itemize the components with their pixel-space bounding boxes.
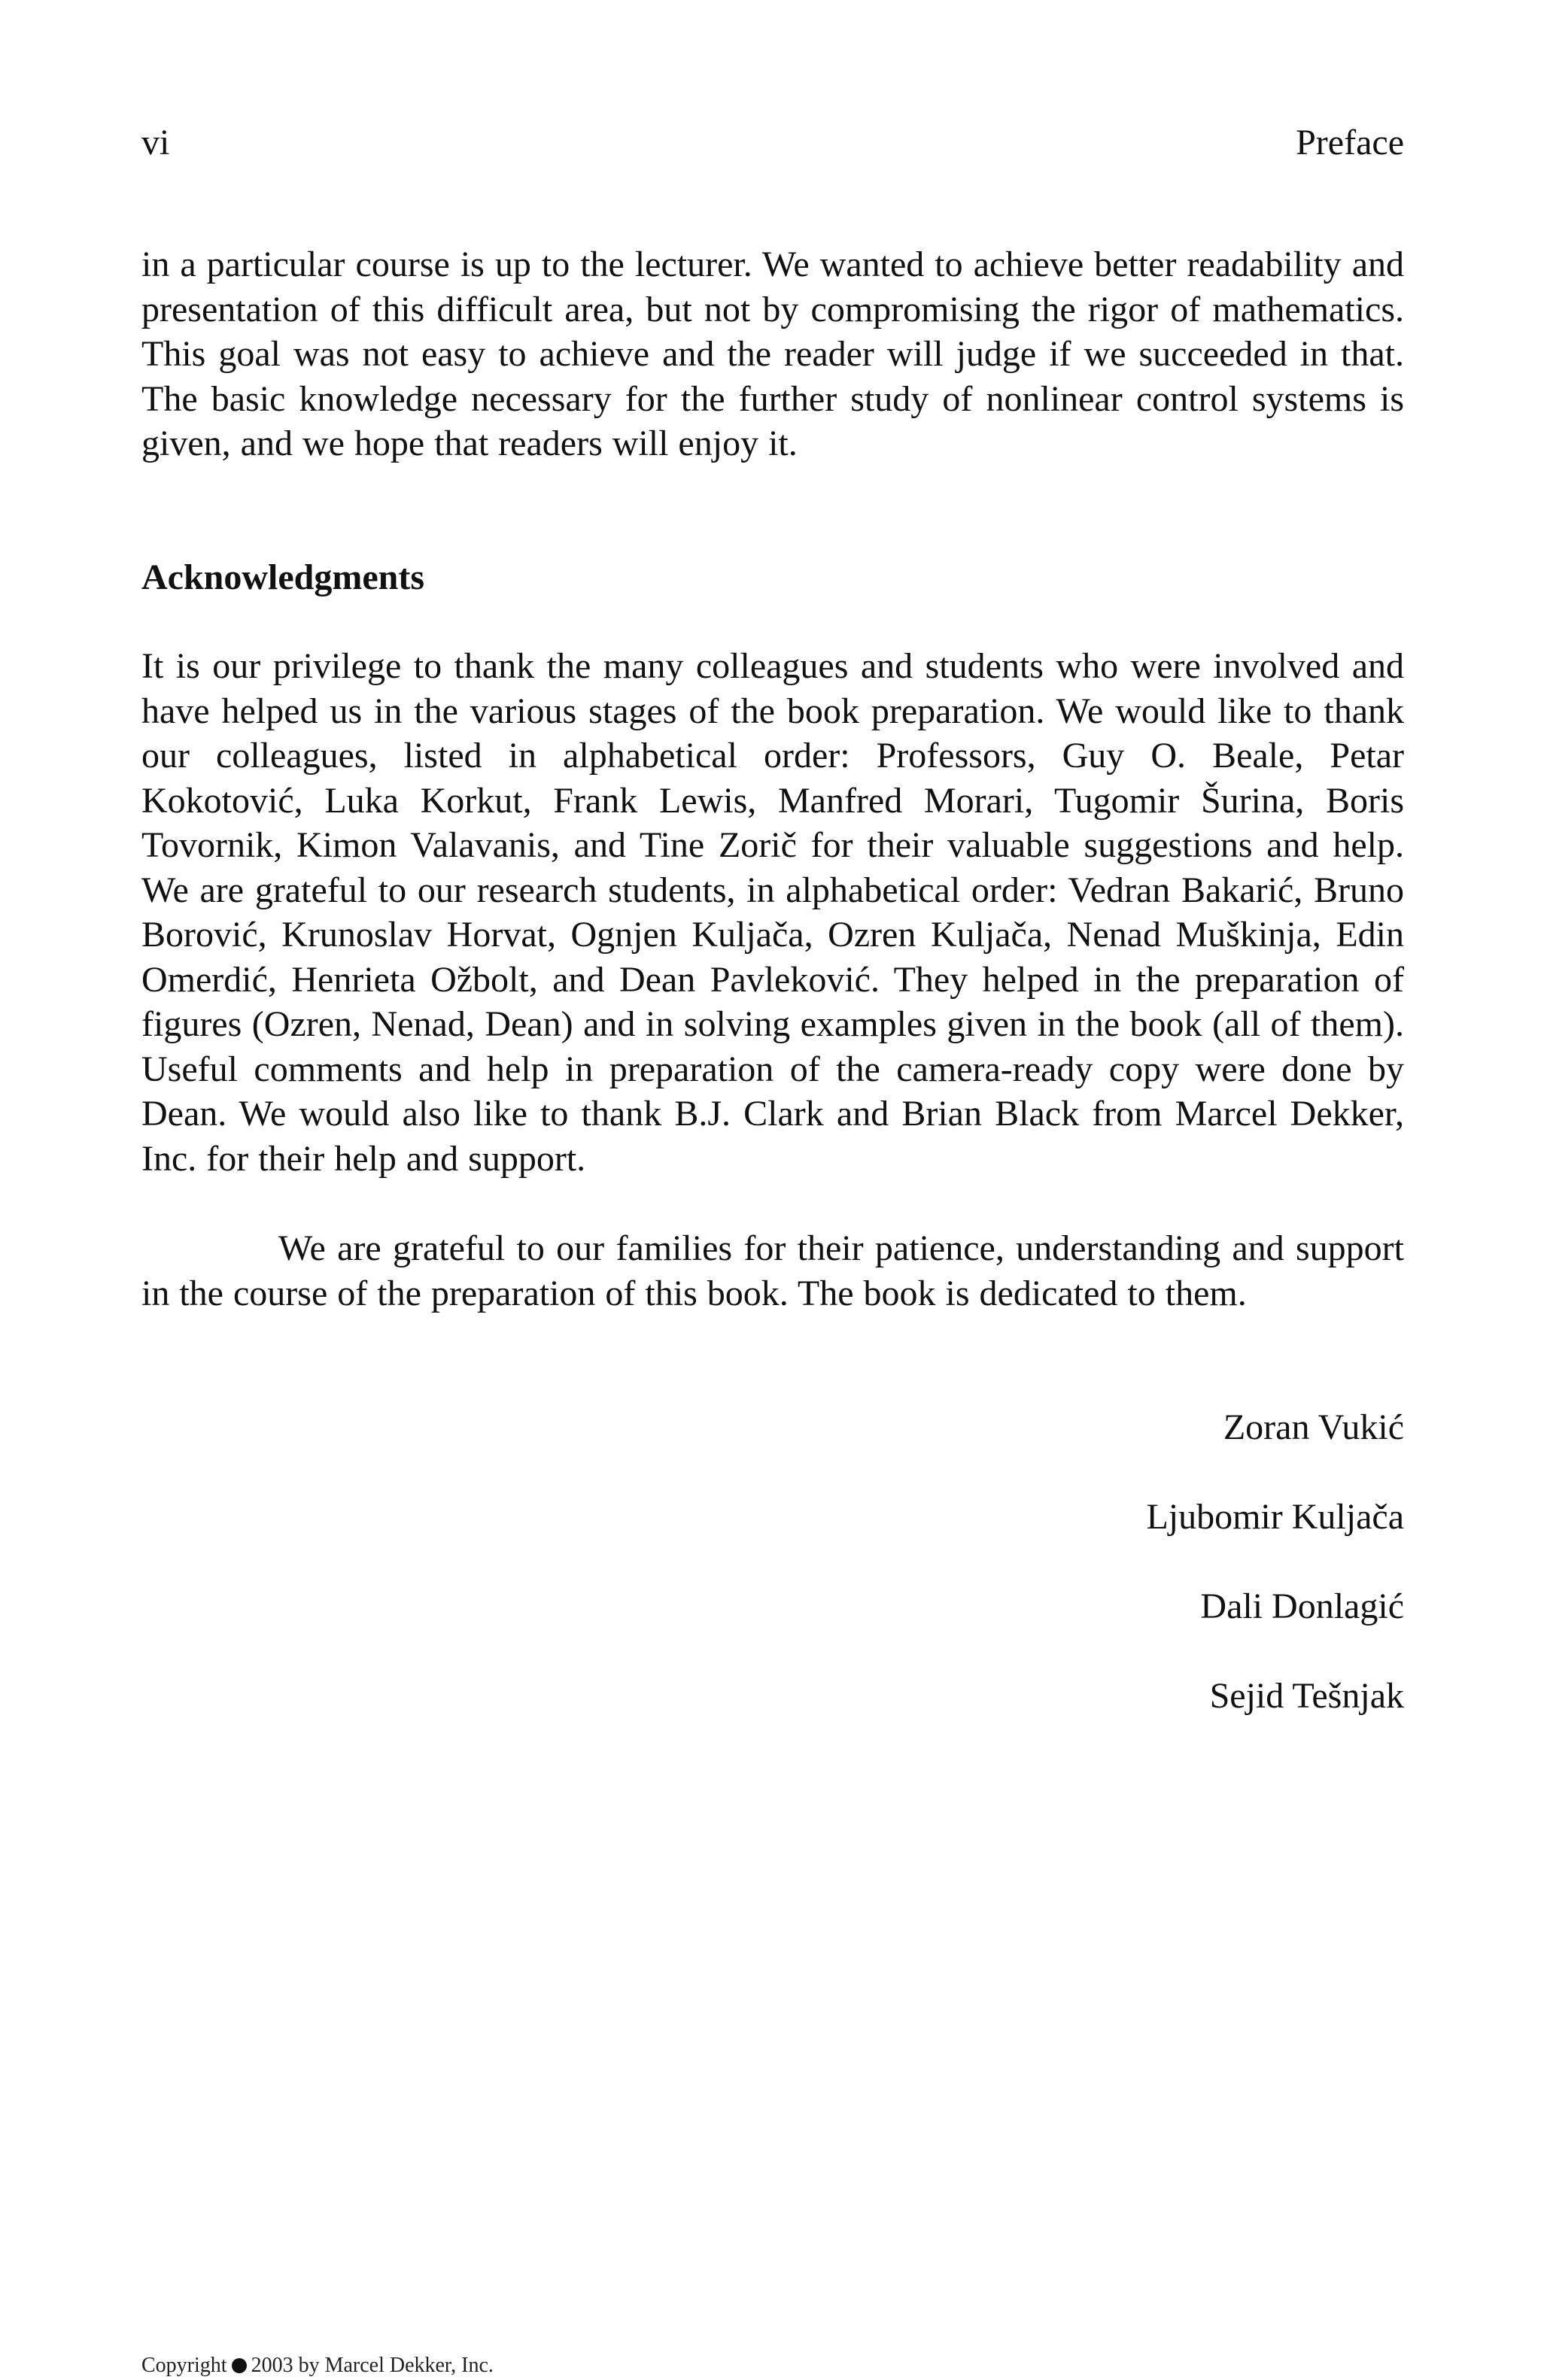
acknowledgments-paragraph-1 [141, 644, 1404, 1181]
copyright-prefix: Copyright [141, 2354, 227, 2377]
running-head [141, 120, 1404, 165]
author-name: Zoran Vukić [1223, 1407, 1404, 1447]
author-name: Ljubomir Kuljača [1146, 1497, 1404, 1537]
section-title: Preface [1296, 123, 1404, 162]
copyright-notice [141, 2353, 494, 2378]
page-number: vi [141, 123, 170, 162]
acknowledgments-paragraph-1-text: It is our privilege to thank the many colleagues and students who were involved and have helped us in the various stages of the book preparation. We would like to thank our colleagues, listed in alphabetical order: Professors, Guy O. Beale, Petar Kokotović, Luka Korkut, Frank Lewis, Manfred Morari, Tugomir Šurina, Boris Tovornik, Kimon Valavanis, and Tine Zorič for their valuable suggestions and help. We are grateful to our research students, in alphabetical order: Vedran Bakarić, Bruno Borović, Krunoslav Horvat, Ognjen Kuljača, Ozren Kuljača, Nenad Muškinja, Edin Omerdić, Henrieta Ožbolt, and Dean Pavleković. They helped in the preparation of figures (Ozren, Nenad, Dean) and in solving examples given in the book (all of them). Useful comments and help in preparation of the camera-ready copy were done by Dean. We would also like to thank B.J. Clark and Brian Black from Marcel Dekker, Inc. for their help and support. [141, 646, 1404, 1179]
acknowledgments-paragraph-2-text: We are grateful to our families for their patience, understanding and support in the course of the preparation of this book. The book is dedicated to them. [141, 1228, 1404, 1313]
copyright-text: 2003 by Marcel Dekker, Inc. [251, 2354, 494, 2377]
acknowledgments-heading: Acknowledgments [141, 557, 425, 597]
author-name: Dali Donlagić [1200, 1586, 1404, 1626]
author-name: Sejid Tešnjak [1209, 1676, 1404, 1716]
intro-paragraph [141, 242, 1404, 466]
intro-paragraph-text: in a particular course is up to the lecturer. We wanted to achieve better readability and presentation of this difficult area, but not by compromising the rigor of mathematics. This goal was not easy to achieve and the reader will judge if we succeeded in that. The basic knowledge necessary for the further study of nonlinear control systems is given, and we hope that readers will enjoy it. [141, 244, 1404, 463]
author-signatures [1146, 1405, 1404, 1763]
acknowledgments-paragraph-2 [141, 1226, 1404, 1316]
bullet-icon [232, 2358, 247, 2373]
